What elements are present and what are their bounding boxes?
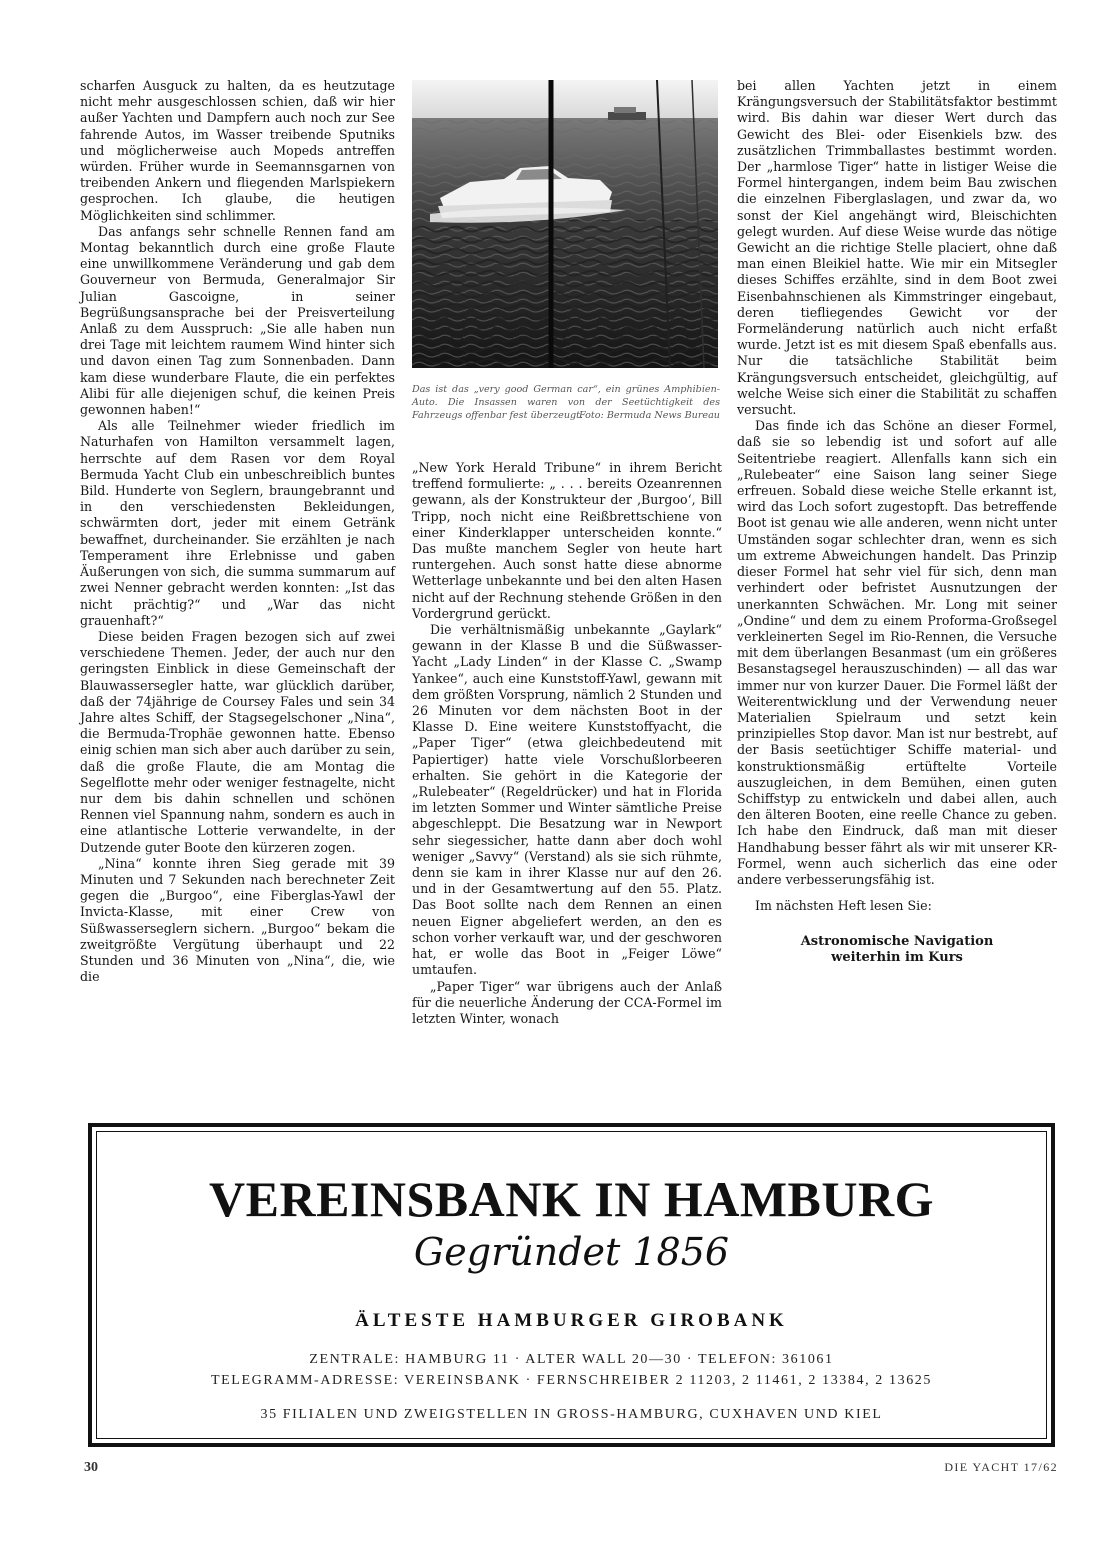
- next-issue-title: [737, 934, 1057, 966]
- bank-advertisement: [88, 1123, 1055, 1447]
- ad-telegram-line: TELEGRAMM-ADRESSE: VEREINSBANK · FERNSCHREIBER 2 11203, 2 11461, 2 13384, 2 13625: [211, 1373, 932, 1388]
- paragraph: scharfen Ausguck zu halten, da es heutzutage nicht mehr ausgeschlossen schien, daß wir hier außer Yachten und Dampfern auch noch zur See fahrende Autos, im Wasser treibende Sputniks und möglicherweise auch Mopeds antreffen würden. Früher wurde in Seemannsgarnen von treibenden Ankern und fliegenden Marlspiekern gesprochen. Ich glaube, die heutigen Möglichkeiten sind schlimmer.: [80, 78, 395, 223]
- paragraph: Die verhältnismäßig unbekannte „Gaylark“ gewann in der Klasse B und die Süßwasser-Yacht „Lady Linden“ in der Klasse C. „Swamp Yankee“, auch eine Kunststoff-Yawl, gewann mit dem größten Vorsprung, nämlich 2 Stunden und 26 Minuten vor dem nächsten Boot in der Klasse D. Eine weitere Kunststoffyacht, die „Paper Tiger“ (etwa gleichbedeutend mit Papiertiger) hatte viele Vorschußlorbeeren erhalten. Sie gehört in die Kategorie der „Rulebeater“ (Regeldrücker) und hat in Florida im letzten Sommer und Winter sämtliche Preise abgeschleppt. Die Besatzung war in Newport sehr siegessicher, hatte dann aber doch wohl weniger „Savvy“ (Verstand) als sie sich rühmte, denn sie kam in ihrer Klasse nur auf den 26. und in der Gesamtwertung auf den 55. Platz. Das Boot sollte nach dem Rennen an einen neuen Eigner abgeliefert werden, an den es schon vorher verkauft war, und der geschworen hat, er wolle das Boot in „Feiger Löwe“ umtaufen.: [412, 622, 722, 978]
- paragraph: Als alle Teilnehmer wieder friedlich im Naturhafen von Hamilton versammelt lagen, herrschte auf dem Rasen vor dem Royal Bermuda Yacht Club ein unbeschreiblich buntes Bild. Hunderte von Seglern, braungebrannt und in den verschiedensten Bekleidungen, schwärmten dort, jeder mit einem Getränk bewaffnet, durcheinander. Sie erzählten je nach Temperament ihre Erlebnisse und gaben Äußerungen von sich, die summa summarum auf zwei Nenner gebracht werden konnten: „Ist das nicht prächtig?“ und „War das nicht grauenhaft?“: [80, 418, 395, 628]
- page-number: 30: [84, 1460, 98, 1475]
- paragraph: „New York Herald Tribune“ in ihrem Bericht treffend formulierte: „ . . . bereits Ozeanrennen gewann, als der Konstrukteur der ‚Burgoo‘, Bill Tripp, noch nicht eine Reißbrettschiene von einer Kinderklapper unterscheiden konnte.“ Das mußte manchem Segler von heute hart runtergehen. Auch sonst hatte diese abnorme Wetterlage unbekannte und bei den alten Hasen nicht auf der Rechnung stehende Größen in den Vordergrund gerückt.: [412, 460, 722, 621]
- ad-subtitle: ÄLTESTE HAMBURGER GIROBANK: [355, 1310, 788, 1331]
- article-left-column: [80, 78, 395, 985]
- photo-credit: Foto: Bermuda News Bureau: [579, 410, 720, 421]
- paragraph: bei allen Yachten jetzt in einem Krängungsversuch der Stabilitätsfaktor bestimmt wird. Bis dahin war dieser Wert durch das Gewicht des Blei- oder Eisenkiels bzw. des zusätzlichen Trimmballastes bestimmt worden. Der „harmlose Tiger“ hatte in listiger Weise die Formel hintergangen, indem beim Bau zwischen die einzelnen Fiberglaslagen, und zwar da, wo sonst der Kiel angehängt wird, Bleischichten gelegt wurden. Auf diese Weise wurde das nötige Gewicht an die richtige Stelle placiert, ohne daß man einen Bleikiel hatte. Wie mir ein Mitsegler dieses Schiffes erzählte, sind in dem Boot zwei Eisenbahnschienen als Kimmstringer eingebaut, deren tiefliegendes Gewicht vor der Formeländerung natürlich auch nicht erfaßt wurde. Jetzt ist es mit diesem Spaß ebenfalls aus. Nur die tatsächliche Stabilität beim Krängungsversuch entscheidet, gleichgültig, auf welche Weise sich einer die Stabilität zu schaffen versucht.: [737, 78, 1057, 418]
- ad-branches-line: 35 FILIALEN UND ZWEIGSTELLEN IN GROSS-HAMBURG, CUXHAVEN UND KIEL: [260, 1407, 883, 1422]
- next-issue-title-line: weiterhin im Kurs: [831, 950, 963, 966]
- caption-text: Das ist das „very good German car“, ein grünes Amphibien-Auto. Die Insassen waren von der Seetüchtigkeit des Fahrzeugs offenbar fest überzeugt.: [412, 384, 720, 421]
- ad-title: VEREINSBANK IN HAMBURG: [209, 1171, 934, 1227]
- photo-caption: [412, 383, 720, 422]
- ad-inner-frame: [96, 1131, 1047, 1439]
- next-issue-label: Im nächsten Heft lesen Sie:: [755, 898, 932, 914]
- amphibious-car-photo: [412, 80, 718, 368]
- paragraph: „Nina“ konnte ihren Sieg gerade mit 39 Minuten und 7 Sekunden nach berechneter Zeit gegen die „Burgoo“, eine Fiberglas-Yawl der Invicta-Klasse, mit einer Crew von Süßwasserseglern sichern. „Burgoo“ bekam die zweitgrößte Vergütung überhaupt und 22 Stunden und 36 Minuten von „Nina“, die, wie die: [80, 855, 395, 985]
- magazine-issue: DIE YACHT 17/62: [944, 1460, 1058, 1474]
- paragraph: Das finde ich das Schöne an dieser Formel, daß sie so lebendig ist und sofort auf alle Seitentriebe reagiert. Allenfalls kann sich ein „Rulebeater“ eine Saison lang seiner Siege erfreuen. Sobald diese weiche Stelle erkannt ist, wird das Loch sofort zugestopft. Das betreffende Boot ist genau wie alle anderen, wenn nicht unter Umständen sogar schlechter dran, wenn es sich um extreme Abweichungen handelt. Das Prinzip dieser Formel hat sehr viel für sich, denn man verhindert oder befristet Ausnutzungen der unerkannten Schwächen. Mr. Long mit seiner „Ondine“ und dem zu einem Proformа-Großsegel verkleinerten Segel im Rio-Rennen, die Versuche mit dem überlangen Besanmast (um ein größeres Besanstagsegel herauszuschinden) — all das war immer nur von kurzer Dauer. Die Formel läßt der Weiterentwicklung und der Verwendung neuer Materialien Spielraum und setzt kein prinzipielles Stop davor. Man ist nur bestrebt, auf der Basis seetüchtiger Schiffe material- und konstruktionsmäßig ertüftelte Vorteile auszugleichen, in dem Bemühen, einen guten Schiffstyp zu entwickeln und dabei allen, auch den älteren Booten, eine reelle Chance zu geben. Ich habe den Eindruck, daß man mit dieser Handhabung besser fährt als wir mit unserer KR-Formel, wenn auch sicherlich das eine oder andere verbesserungsfähig ist.: [737, 418, 1057, 887]
- next-issue-title-line: Astronomische Navigation: [800, 934, 994, 950]
- paragraph: „Paper Tiger“ war übrigens auch der Anlaß für die neuerliche Änderung der CCA-Formel im letzten Winter, wonach: [412, 978, 722, 1026]
- paragraph: Diese beiden Fragen bezogen sich auf zwei verschiedene Themen. Jeder, der auch nur den geringsten Einblick in diese Gemeinschaft der Blauwassersegler hatte, war glücklich darüber, daß der 74jährige de Coursey Fales und sein 34 Jahre altes Schiff, der Stagsegelschoner „Nina“, die Bermuda-Trophäe gewonnen hatte. Ebenso einig schien man sich aber auch darüber zu sein, daß die große Flaute, die am Montag die Segelflotte mehr oder weniger festnagelte, nicht nur dem bis dahin schnellen und schönen Rennen viel Spannung nahm, sondern es auch in eine atlantische Lotterie verwandelte, in der Dutzende guter Boote den kürzeren zogen.: [80, 628, 395, 855]
- article-middle-column: [412, 460, 722, 1027]
- ad-founded: Gegründet 1856: [413, 1230, 730, 1274]
- ad-address-line: ZENTRALE: HAMBURG 11 · ALTER WALL 20—30 · TELEFON: 361061: [309, 1352, 834, 1367]
- photo-image: [412, 80, 718, 368]
- paragraph: Das anfangs sehr schnelle Rennen fand am Montag bekanntlich durch eine große Flaute eine unwillkommene Veränderung und gab dem Gouverneur von Bermuda, Generalmajor Sir Julian Gascoigne, in seiner Begrüßungsansprache bei der Preisverteilung Anlaß zu dem Ausspruch: „Sie alle haben nun drei Tage mit leichtem raumem Wind hinter sich und davon einen Tag zum Sonnenbaden. Dann kam diese wunderbare Flaute, die ein perfektes Alibi für alle diejenigen schuf, die keinen Preis gewonnen haben!“: [80, 223, 395, 418]
- article-right-column: [737, 78, 1057, 966]
